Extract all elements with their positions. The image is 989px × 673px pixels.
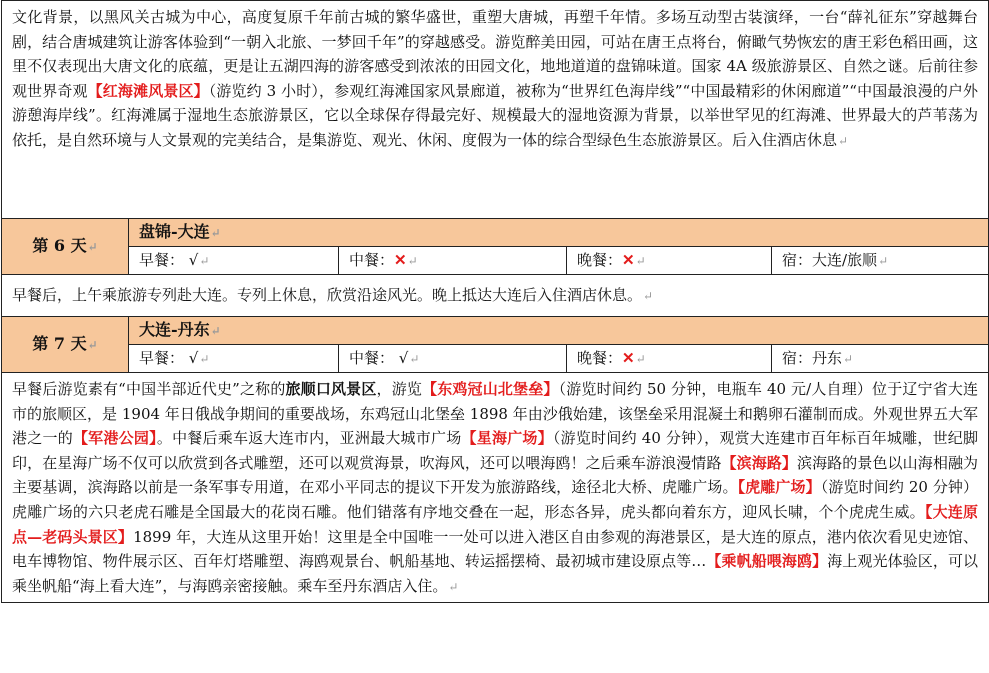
return-arrow-icon: ↵: [843, 352, 854, 366]
day6-description: 早餐后，上午乘旅游专列赴大连。专列上休息，欣赏沿途风光。晚上抵达大连后入住酒店休息。: [12, 286, 643, 305]
section1-row: [2, 1, 989, 219]
paragraph-text: 滨海路的景色以山海相融为主要基调，滨海路以前是一条军事专用道，在邓小平同志的提议下开发为旅游路线，途径北大桥、虎雕广场。: [12, 453, 979, 497]
highlight-attraction: 【滨海路】: [721, 453, 797, 472]
return-arrow-icon: ↵: [199, 352, 210, 366]
day6-route-cell: [129, 219, 989, 247]
return-arrow-icon: ↵: [838, 133, 849, 148]
lunch-label: 中餐：: [349, 251, 395, 269]
bold-text: 旅顺口风景区: [285, 380, 377, 398]
paragraph-text: （游览时间约 40 分钟），观赏大连建市百年标百年城雕，世纪脚印，在星海广场不仅可以欣赏到各式雕塑，还可以观赏海景，吹海风，还可以喂海鸥！之后乘车游浪漫情路: [12, 429, 979, 472]
day6-desc-row: [2, 275, 989, 317]
return-arrow-icon: ↵: [210, 324, 221, 338]
return-arrow-icon: ↵: [409, 352, 420, 366]
return-arrow-icon: ↵: [210, 226, 221, 240]
day6-breakfast: [129, 247, 339, 275]
check-icon: √: [188, 251, 199, 269]
day7-breakfast: [129, 345, 339, 373]
day7-paragraph: [2, 373, 989, 603]
cross-icon: ✕: [622, 349, 635, 367]
dinner-label: 晚餐：: [577, 349, 623, 367]
paragraph-text: 海上观光体验区，可以乘坐帆船“海上看大连”，与海鸥亲密接触。乘车至丹东酒店入住。: [12, 552, 979, 595]
return-arrow-icon: ↵: [635, 254, 646, 268]
day7-label-cell: [2, 317, 129, 373]
day7-stay: [772, 345, 989, 373]
return-arrow-icon: ↵: [199, 254, 210, 268]
return-arrow-icon: ↵: [878, 254, 889, 268]
paragraph-text: 。中餐后乘车返大连市内，亚洲最大城市广场: [156, 429, 462, 448]
return-arrow-icon: ↵: [448, 579, 459, 594]
highlight-attraction: 【乘帆船喂海鸥】: [706, 552, 828, 571]
highlight-attraction: 【军港公园】: [72, 429, 157, 448]
paragraph-text: （游览约 3 小时），参观红海滩国家风景廊道，被称为“世界红色海岸线”“中国最精彩的休闲廊道”“中国最浪漫的户外游憩海岸线”。红海滩属于湿地生态旅游景区，它以全球保存得最完好、规模最大的湿地资源为背景，以举世罕见的红海滩、世界最大的芦苇荡为依托，是自然环境与人文景观的完美结合，是集游览、观光、休闲、度假为一体的综合型绿色生态旅游景区。后入住酒店休息: [12, 81, 979, 149]
itinerary-table: [1, 0, 989, 603]
paragraph-text: 早餐后游览素有“中国半部近代史”之称的: [12, 380, 286, 398]
day7-route-cell: [129, 317, 989, 345]
paragraph-text: （游览时间约 20 分钟）虎雕广场的六只老虎石雕是全国最大的花岗石雕。他们错落有序地交叠在一起，形态各异，虎头都向着东方，迎风长啸，个个虎虎生威。: [12, 478, 979, 521]
breakfast-label: 早餐：: [139, 349, 185, 367]
check-icon: √: [398, 349, 409, 367]
highlight-attraction: 【红海滩风景区】: [87, 81, 209, 100]
day7-meal-row: [2, 345, 989, 373]
day6-meal-row: [2, 247, 989, 275]
return-arrow-icon: ↵: [635, 352, 646, 366]
day6-desc-cell: [2, 275, 989, 317]
cross-icon: ✕: [622, 251, 635, 269]
day7-route: 大连-丹东: [139, 320, 210, 339]
day7-dinner: [567, 345, 772, 373]
return-arrow-icon: ↵: [87, 337, 98, 352]
day6-route: 盘锦-大连: [139, 222, 210, 241]
day7-lunch: [339, 345, 567, 373]
lunch-label: 中餐：: [349, 349, 395, 367]
day6-lunch: [339, 247, 567, 275]
paragraph-text: （游览时间约 50 分钟，电瓶车 40 元/人自理）位于辽宁省大连市的旅顺区，是 1904 年日俄战争期间的重要战场，东鸡冠山北堡垒 1898 年由沙俄始建，该堡垒采用混凝土和鹅卵石灌制而成。外观世界五大军港之一的: [12, 380, 979, 448]
paragraph-text: 文化背景，以黑风关古城为中心，高度复原千年前古城的繁华盛世，重塑大唐城，再塑千年情。多场互动型古装演绎，一台“薛礼征东”穿越舞台剧，结合唐城建筑让游客体验到“一朝入北旅、一梦回千年”的穿越感受。游览醉美田园，可站在唐王点将台，俯瞰气势恢宏的唐王彩色稻田画，这里不仅表现出大唐文化的底蕴，更是让五湖四海的游客感受到浓浓的田园文化，地地道道的盘锦味道。国家 4A 级旅游景区、自然之谜。后前往参观世界奇观: [12, 8, 979, 100]
dinner-label: 晚餐：: [577, 251, 623, 269]
return-arrow-icon: ↵: [643, 289, 654, 304]
day6-header-row: [2, 219, 989, 247]
highlight-attraction: 【虎雕广场】: [737, 478, 821, 497]
cross-icon: ✕: [394, 251, 407, 269]
breakfast-label: 早餐：: [139, 251, 185, 269]
day7-header-row: [2, 317, 989, 345]
highlight-attraction: 【东鸡冠山北堡垒】: [422, 380, 559, 398]
paragraph-text: 1899 年，大连从这里开始！这里是全中国唯一一处可以进入港区自由参观的海港景区，是大连的原点，港内依次看见史迹馆、电车博物馆、物件展示区、百年灯塔雕塑、海鸥观景台、帆船基地、转运摇摆椅、最初城市建设原点等…: [12, 527, 979, 571]
check-icon: √: [188, 349, 199, 367]
section1-paragraph: [2, 1, 989, 219]
return-arrow-icon: ↵: [87, 239, 98, 254]
return-arrow-icon: ↵: [407, 254, 418, 268]
stay-label: 宿：丹东: [782, 349, 843, 367]
stay-label: 宿：大连/旅顺: [782, 251, 878, 269]
highlight-attraction: 【大连原点—老码头景区】: [12, 502, 979, 546]
paragraph-text: ，游览: [376, 380, 423, 398]
day7-label: 第 7 天: [32, 333, 87, 353]
day6-dinner: [567, 247, 772, 275]
day6-label-cell: [2, 219, 129, 275]
day7-desc-row: [2, 373, 989, 603]
highlight-attraction: 【星海广场】: [461, 429, 553, 448]
day6-stay: [772, 247, 989, 275]
day6-label: 第 6 天: [32, 235, 87, 255]
